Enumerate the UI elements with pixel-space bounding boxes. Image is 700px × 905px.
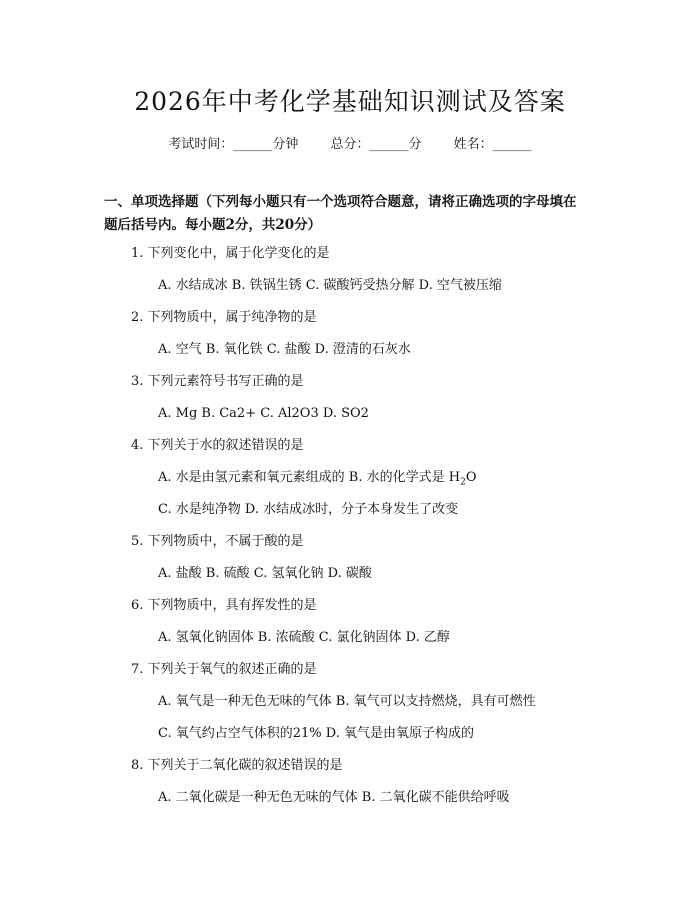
question-4-options-text: A. 水是由氢元素和氧元素组成的 B. 水的化学式是 (158, 470, 449, 485)
question-7-options-line-2: C. 氧气约占空气体积的21% D. 氧气是由氧原子构成的 (158, 726, 474, 741)
question-4-stem: 4. 下列关于水的叙述错误的是 (131, 438, 304, 453)
question-8-options: A. 二氧化碳是一种无色无味的气体 B. 二氧化碳不能供给呼吸 (158, 790, 510, 805)
question-2-options: A. 空气 B. 氧化铁 C. 盐酸 D. 澄清的石灰水 (158, 342, 411, 357)
question-2-stem: 2. 下列物质中，属于纯净物的是 (131, 310, 317, 325)
question-3-options: A. Mg B. Ca2+ C. Al2O3 D. SO2 (158, 406, 369, 421)
student-name-field: 姓名：______ (453, 137, 532, 152)
page-title: 2026年中考化学基础知识测试及答案 (134, 87, 566, 116)
question-8-stem: 8. 下列关于二氧化碳的叙述错误的是 (131, 758, 343, 773)
question-5-options: A. 盐酸 B. 硫酸 C. 氢氧化钠 D. 碳酸 (158, 566, 372, 581)
question-6-options: A. 氢氧化钠固体 B. 浓硫酸 C. 氯化钠固体 D. 乙醇 (158, 630, 450, 645)
section-header (104, 191, 604, 237)
question-1-stem: 1. 下列变化中，属于化学变化的是 (131, 246, 330, 261)
question-7-options-line-1: A. 氧气是一种无色无味的气体 B. 氧气可以支持燃烧，具有可燃性 (158, 694, 536, 709)
section-header-line-1: 一、单项选择题（下列每小题只有一个选项符合题意，请将正确选项的字母填在 (104, 194, 577, 210)
total-score-field: 总分：______分 (330, 137, 422, 152)
question-4-options-line-1 (158, 469, 477, 492)
water-formula: $H_2O$ (448, 470, 477, 488)
exam-info-row (0, 133, 700, 152)
question-7-stem: 7. 下列关于氧气的叙述正确的是 (131, 662, 317, 677)
question-1-options: A. 水结成冰 B. 铁锅生锈 C. 碳酸钙受热分解 D. 空气被压缩 (158, 278, 502, 293)
question-4-options-line-2: C. 水是纯净物 D. 水结成冰时，分子本身发生了改变 (158, 502, 459, 517)
section-header-line-2: 题后括号内。每小题2分，共20分） (104, 217, 322, 233)
question-6-stem: 6. 下列物质中，具有挥发性的是 (131, 598, 317, 613)
question-5-stem: 5. 下列物质中，不属于酸的是 (131, 534, 304, 549)
exam-time-field: 考试时间：______分钟 (168, 137, 299, 152)
question-3-stem: 3. 下列元素符号书写正确的是 (131, 374, 304, 389)
